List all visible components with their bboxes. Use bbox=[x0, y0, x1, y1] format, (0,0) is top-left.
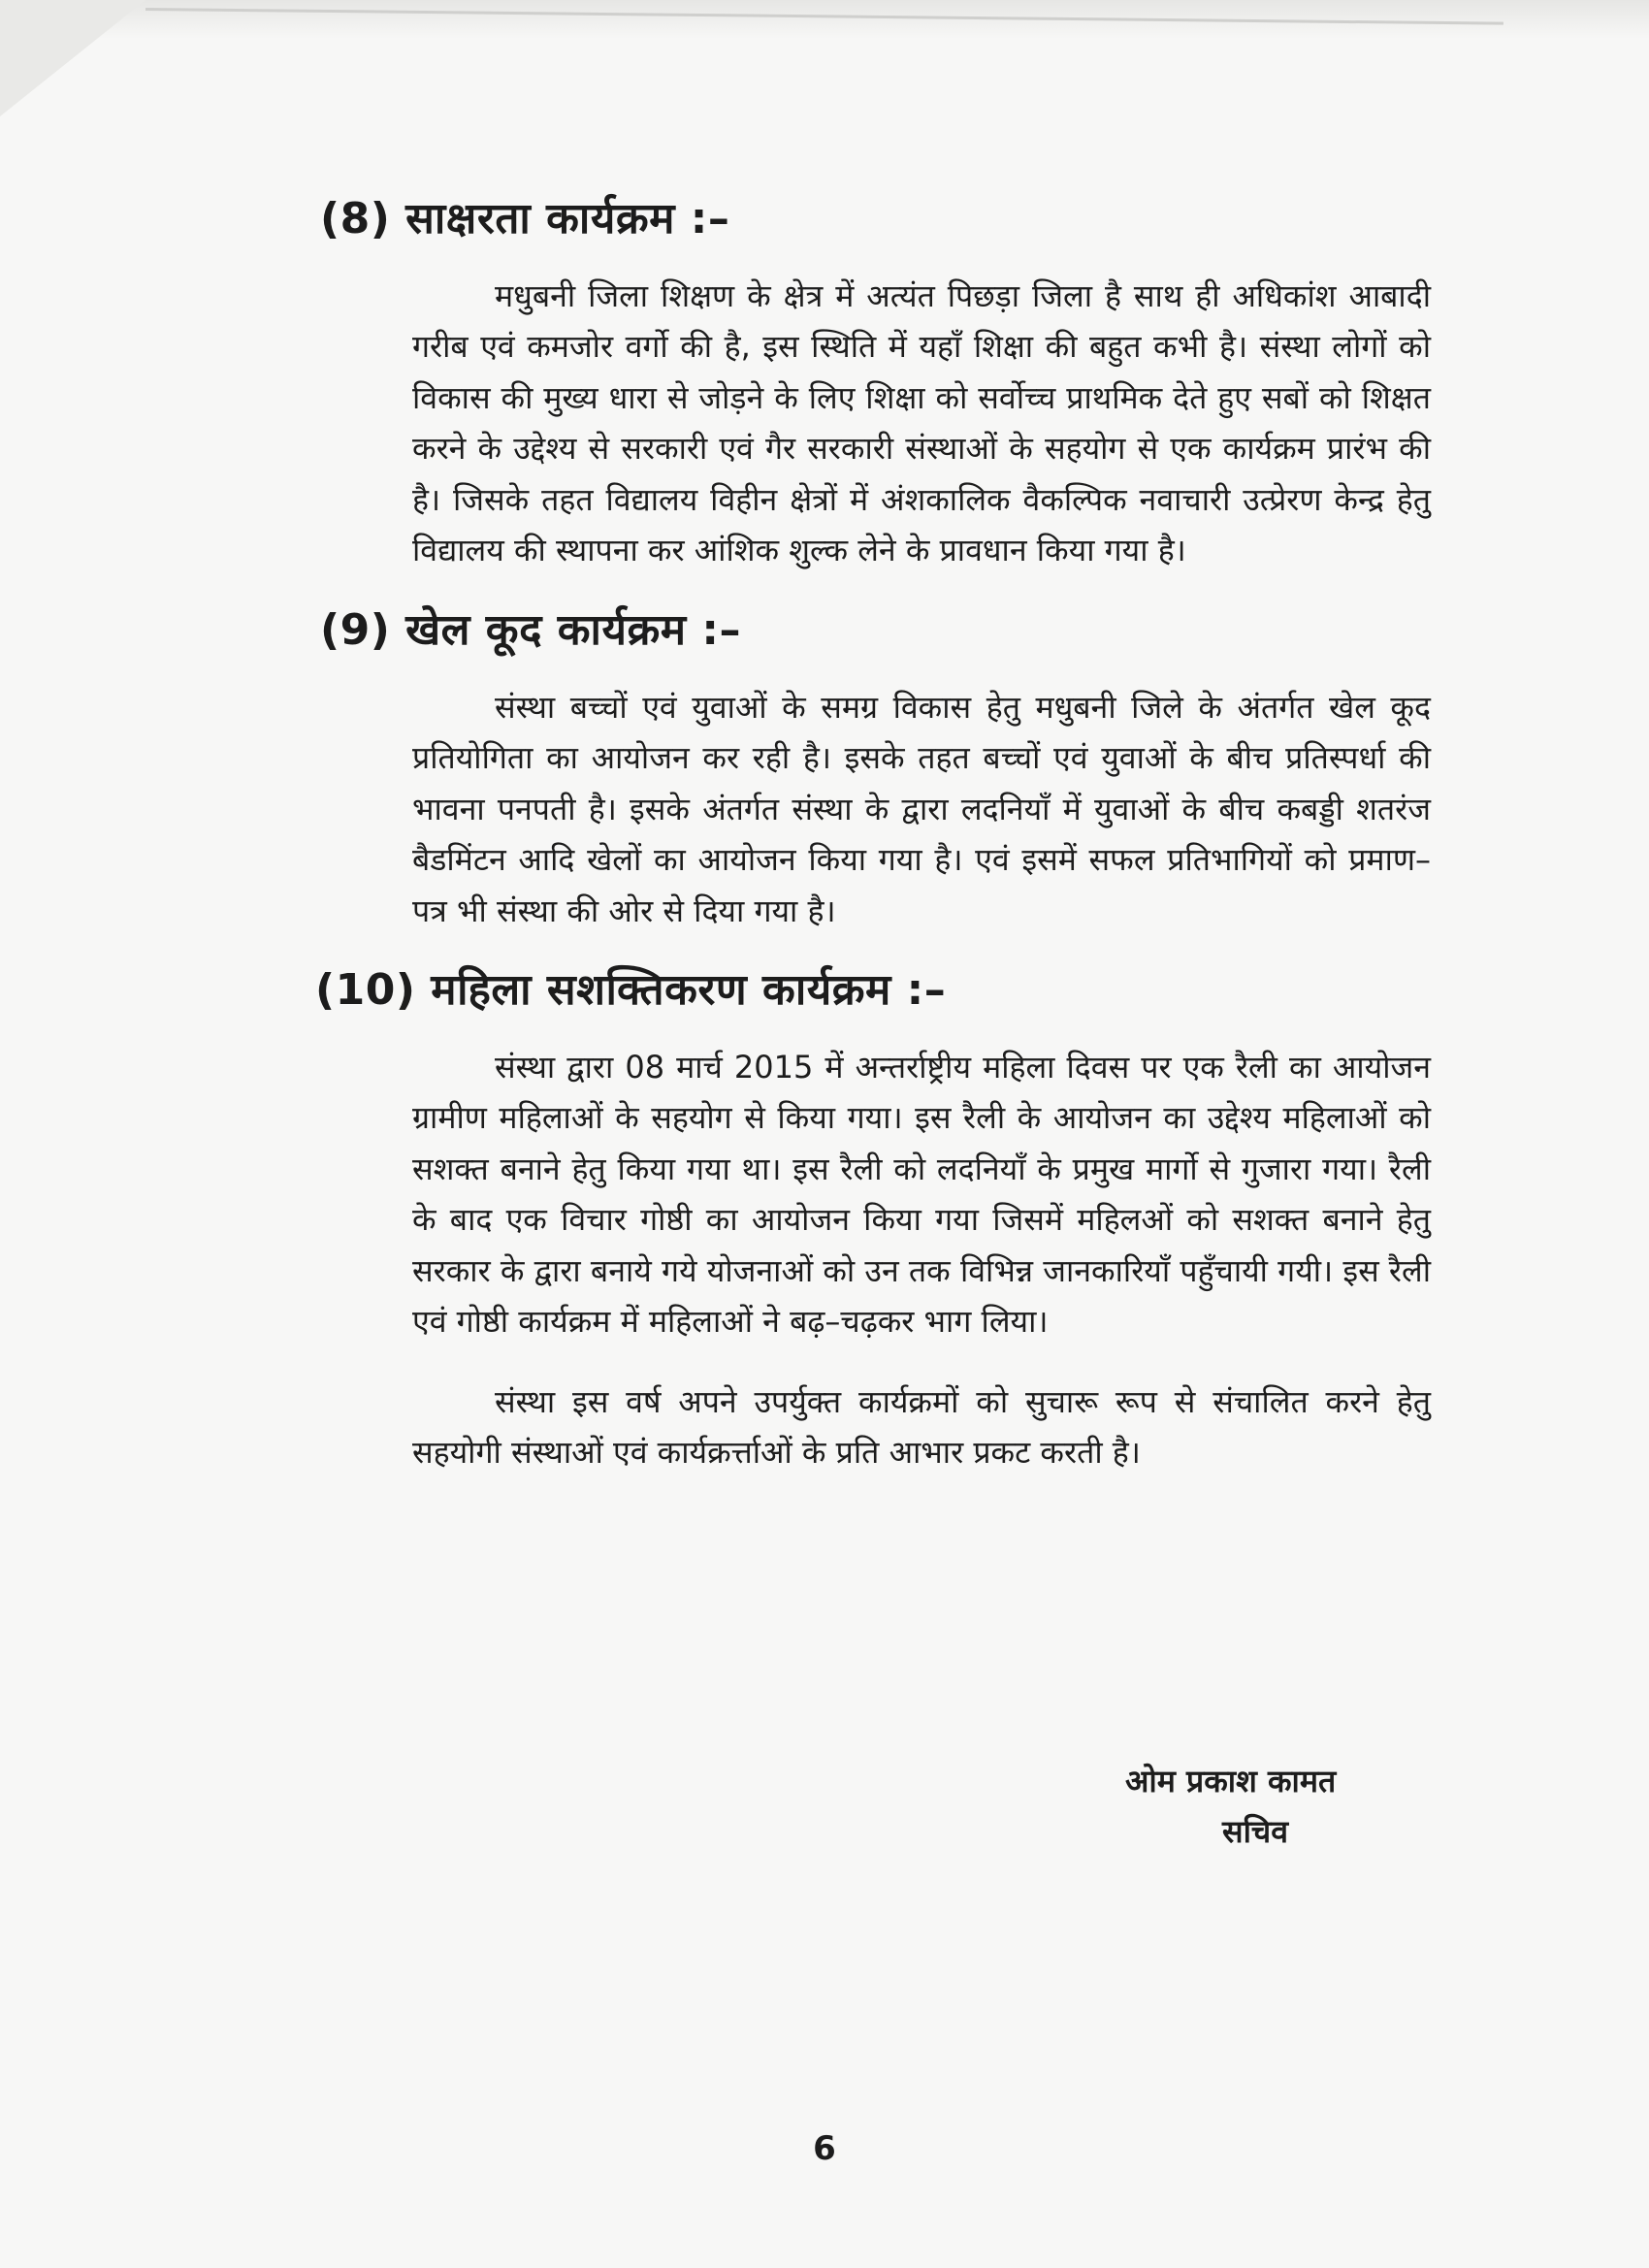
section-body-sports: संस्था बच्चों एवं युवाओं के समग्र विकास हेतु मधुबनी जिले के अंतर्गत खेल कूद प्रतियोगिता का आयोजन कर रही है। इसके तहत बच्चों एवं युवाओं के बीच प्रतिस्पर्धा की भावना पनपती है। इसके अंतर्गत संस्था के द्वारा लदनियाँ में युवाओं के बीच कबड्डी शतरंज बैडमिंटन आदि खेलों का आयोजन किया गया है। एवं इसमें सफल प्रतिभागियों को प्रमाण–पत्र भी संस्था की ओर से दिया गया है। bbox=[412, 688, 1431, 929]
page-top-shadow bbox=[0, 0, 1649, 39]
closing-paragraph: संस्था इस वर्ष अपने उपर्युक्त कार्यक्रमों को सुचारू रूप से संचालित करने हेतु सहयोगी संस्थाओं एवं कार्यक्रर्त्ताओं के प्रति आभार प्रकट करती है। bbox=[412, 1382, 1431, 1472]
section-body-literacy: मधुबनी जिला शिक्षण के क्षेत्र में अत्यंत पिछड़ा जिला है साथ ही अधिकांश आबादी गरीब एवं कमजोर वर्गो की है, इस स्थिति में यहाँ शिक्षा की बहुत कभी है। संस्था लोगों को विकास की मुख्य धारा से जोड़ने के लिए शिक्षा को सर्वोच्च प्राथमिक देते हुए सबों को शिक्षत करने के उद्देश्य से सरकारी एवं गैर सरकारी संस्थाओं के सहयोग से एक कार्यक्रम प्रारंभ की है। जिसके तहत विद्यालय विहीन क्षेत्रों में अंशकालिक वैकल्पिक नवाचारी उत्प्रेरण केन्द्र हेतु विद्यालय की स्थापना कर आंशिक शुल्क लेने के प्रावधान किया गया है। bbox=[412, 276, 1431, 569]
section-heading-sports: (9) खेल कूद कार्यक्रम :– bbox=[320, 604, 741, 655]
section-body-women-empowerment: संस्था द्वारा 08 मार्च 2015 में अन्तर्राष्ट्रीय महिला दिवस पर एक रैली का आयोजन ग्रामीण महिलाओं के सहयोग से किया गया। इस रैली के आयोजन का उद्देश्य महिलाओं को सशक्त बनाने हेतु किया गया था। इस रैली को लदनियाँ के प्रमुख मार्गो से गुजारा गया। रैली के बाद एक विचार गोष्ठी का आयोजन किया गया जिसमें महिलओं को सशक्त बनाने हेतु सरकार के द्वारा बनाये गये योजनाओं को उन तक विभिन्न जानकारियाँ पहुँचायी गयी। इस रैली एवं गोष्ठी कार्यक्रम में महिलाओं ने बढ़–चढ़कर भाग लिया। bbox=[412, 1048, 1431, 1341]
signatory-name: ओम प्रकाश कामत bbox=[1125, 1763, 1337, 1799]
document-body bbox=[315, 194, 1445, 1507]
section-heading-literacy: (8) साक्षरता कार्यक्रम :– bbox=[320, 194, 730, 243]
page-corner-fold bbox=[0, 0, 146, 116]
page-number: 6 bbox=[813, 2129, 836, 2168]
signature-block bbox=[1125, 1756, 1336, 1857]
signatory-title: सचिव bbox=[1222, 1813, 1289, 1850]
section-heading-women-empowerment: (10) महिला सशक्तिकरण कार्यक्रम :– bbox=[315, 965, 947, 1016]
